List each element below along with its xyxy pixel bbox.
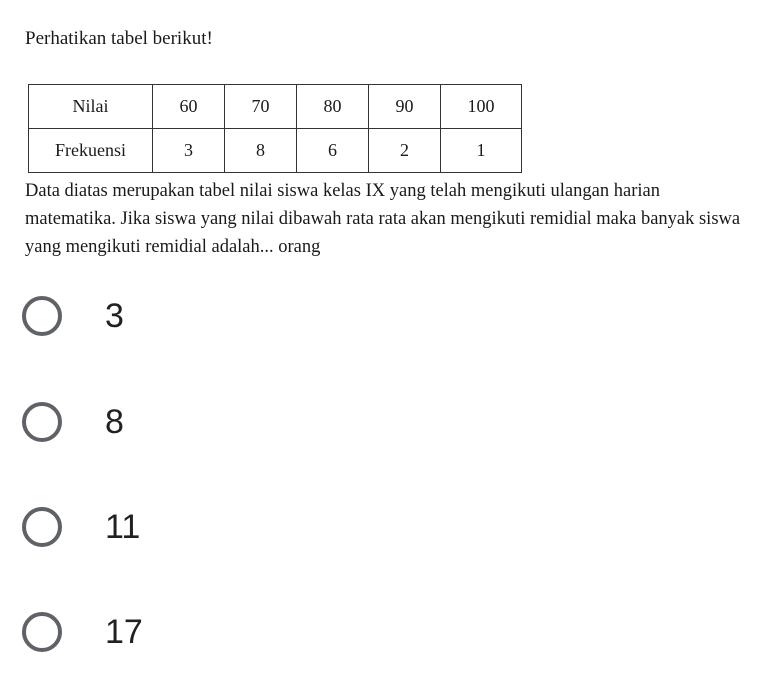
table-cell: 90 [369,85,441,129]
answer-option-label: 8 [105,402,124,441]
answer-option-label: 17 [105,612,143,651]
answer-option-label: 3 [105,296,124,335]
question-title: Perhatikan tabel berikut! [25,28,213,49]
answer-option-label: 11 [105,507,141,546]
answer-option-3[interactable] [22,501,140,553]
table-cell: 100 [441,85,522,129]
table-row-header: Nilai [29,85,153,129]
answer-option-2[interactable] [22,396,124,448]
table-cell: 3 [153,129,225,173]
table-cell: 2 [369,129,441,173]
radio-circle-icon[interactable] [22,612,62,652]
answer-option-1[interactable] [22,290,124,342]
table-cell: 8 [225,129,297,173]
table-cell: 60 [153,85,225,129]
table-row-nilai [29,85,522,129]
radio-circle-icon[interactable] [22,507,62,547]
question-body: Data diatas merupakan tabel nilai siswa kelas IX yang telah mengikuti ulangan harian matematika. Jika siswa yang nilai dibawah rata rata akan mengikuti remidial maka banyak siswa yang mengikuti remidial adalah... orang [25,181,741,257]
table-cell: 70 [225,85,297,129]
score-table [28,84,522,173]
table-row-header: Frekuensi [29,129,153,173]
table-row-frekuensi [29,129,522,173]
radio-circle-icon[interactable] [22,296,62,336]
table-cell: 80 [297,85,369,129]
radio-circle-icon[interactable] [22,402,62,442]
answer-option-4[interactable] [22,606,143,658]
table-cell: 6 [297,129,369,173]
table-cell: 1 [441,129,522,173]
